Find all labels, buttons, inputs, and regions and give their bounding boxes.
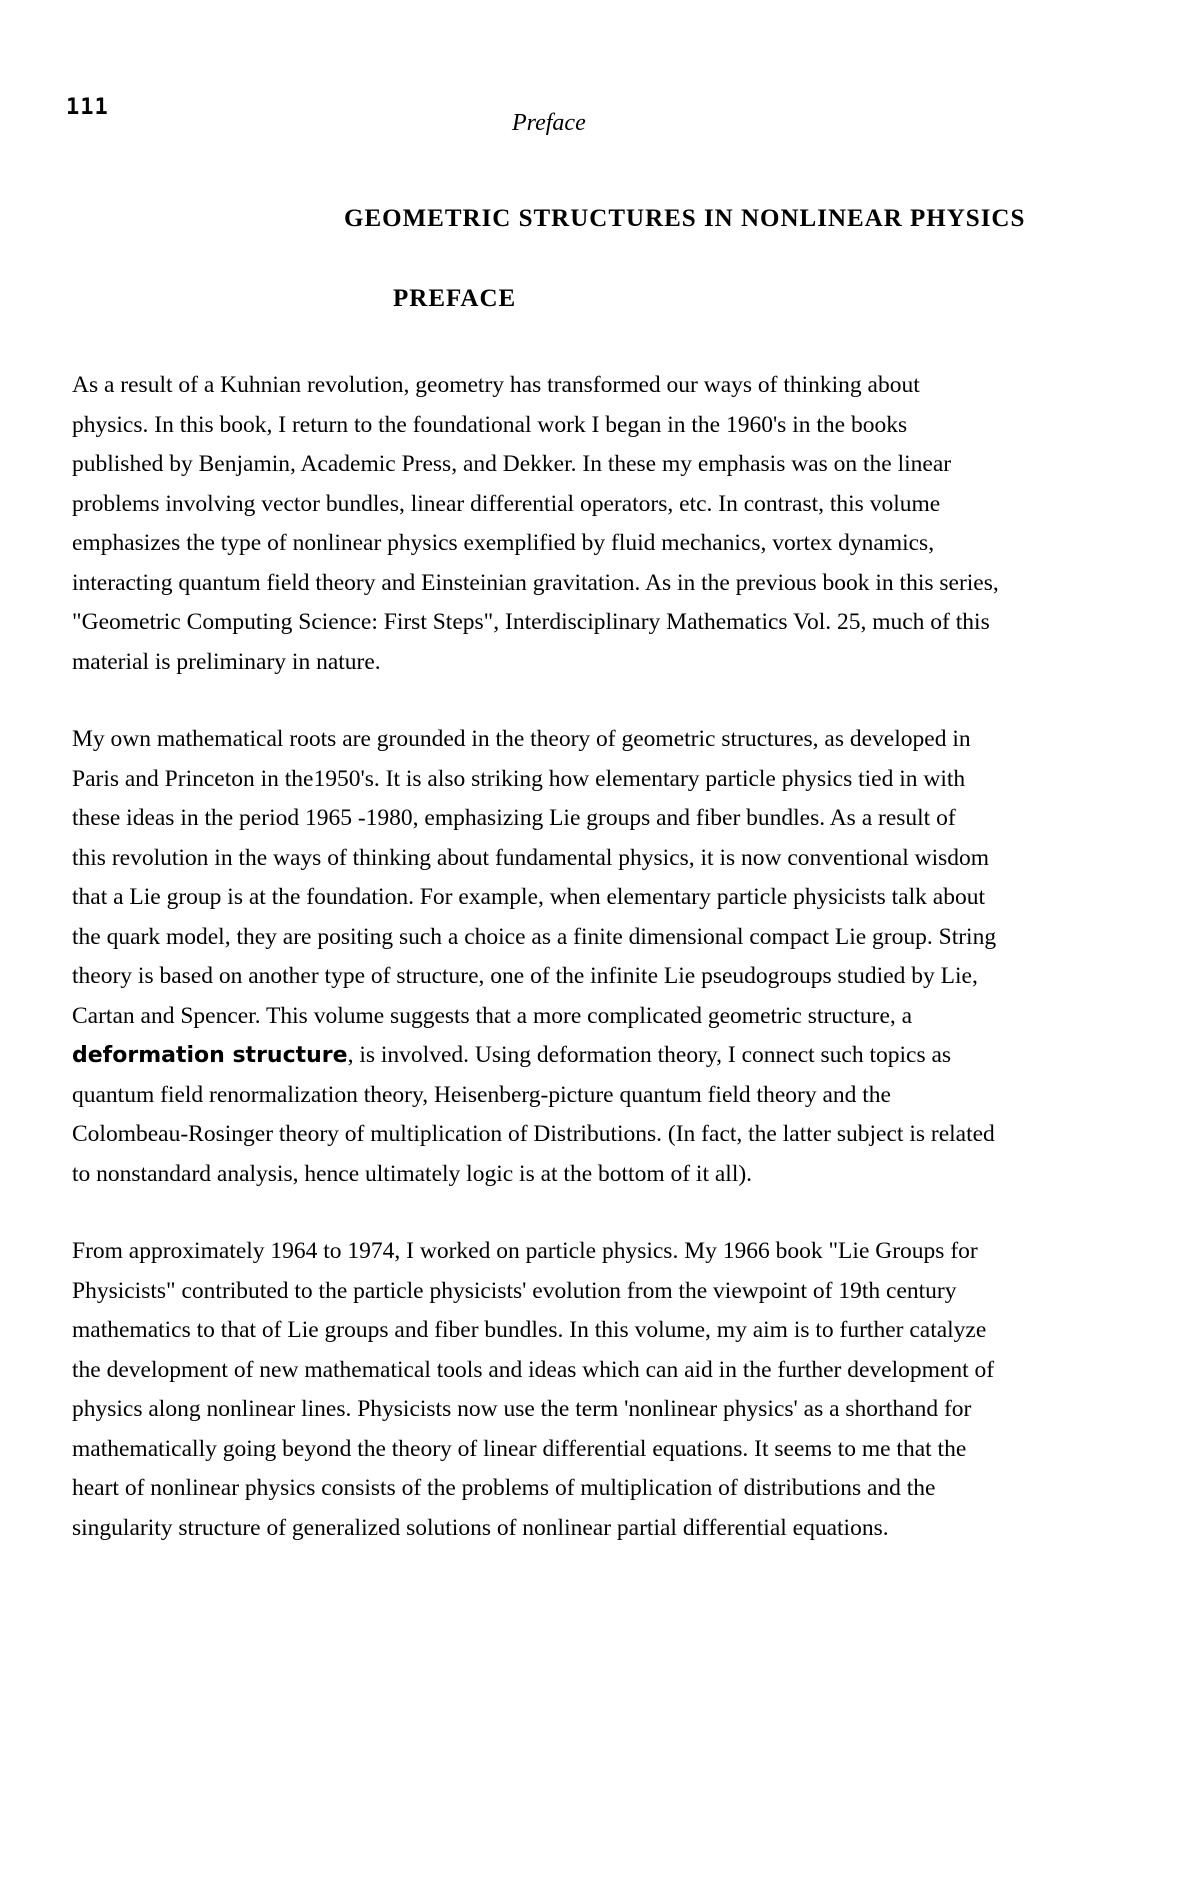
emphasis-line (72, 1036, 1132, 1076)
text-line: theory is based on another type of structure, one of the infinite Lie pseudogroups studied by Lie, (72, 963, 978, 989)
text-line: mathematically going beyond the theory of linear differential equations. It seems to me that the (72, 1435, 967, 1462)
text-line: emphasizes the type of nonlinear physics exemplified by fluid mechanics, vortex dynamics, (72, 530, 935, 556)
text-line: heart of nonlinear physics consists of the problems of multiplication of distributions and the (72, 1475, 936, 1501)
page-number: 111 (66, 95, 109, 120)
body-text (72, 366, 1132, 1586)
text-line: to nonstandard analysis, hence ultimately logic is at the bottom of it all). (72, 1160, 753, 1187)
text-line: physics. In this book, I return to the foundational work I began in the 1960's in the books (72, 411, 908, 438)
text-line: material is preliminary in nature. (72, 648, 381, 675)
text-line: Cartan and Spencer. This volume suggests that a more complicated geometric structure, a (72, 1002, 913, 1029)
text-line: the quark model, they are positing such a choice as a finite dimensional compact Lie group. String (72, 923, 997, 950)
text-line: interacting quantum field theory and Einsteinian gravitation. As in the previous book in this series, (72, 569, 999, 596)
text-line: this revolution in the ways of thinking about fundamental physics, it is now conventional wisdom (72, 844, 990, 871)
emphasis-line-rest: , is involved. Using deformation theory, I connect such topics as (347, 1042, 952, 1068)
paragraph-1 (72, 366, 1132, 682)
text-line: the development of new mathematical tools and ideas which can aid in the further development of (72, 1356, 995, 1383)
text-line: singularity structure of generalized solutions of nonlinear partial differential equations. (72, 1514, 889, 1541)
paragraph-3 (72, 1232, 1132, 1548)
text-line: As a result of a Kuhnian revolution, geometry has transformed our ways of thinking about (72, 372, 920, 398)
text-line: "Geometric Computing Science: First Steps", Interdisciplinary Mathematics Vol. 25, much of this (72, 609, 990, 635)
text-line: Colombeau-Rosinger theory of multiplication of Distributions. (In fact, the latter subject is related (72, 1121, 995, 1147)
paragraph-2 (72, 720, 1132, 1194)
running-head: Preface (512, 110, 586, 136)
text-line: quantum field renormalization theory, Heisenberg-picture quantum field theory and the (72, 1081, 891, 1108)
text-line: From approximately 1964 to 1974, I worked on particle physics. My 1966 book "Lie Groups for (72, 1238, 978, 1264)
text-line: My own mathematical roots are grounded in the theory of geometric structures, as developed in (72, 726, 971, 752)
section-title: PREFACE (393, 285, 517, 312)
text-line: these ideas in the period 1965 -1980, emphasizing Lie groups and fiber bundles. As a result of (72, 805, 956, 831)
text-line: mathematics to that of Lie groups and fiber bundles. In this volume, my aim is to further catalyze (72, 1317, 987, 1343)
text-line: problems involving vector bundles, linear differential operators, etc. In contrast, this volume (72, 490, 941, 517)
deformation-structure-term: deformation structure (72, 1043, 348, 1068)
book-title: GEOMETRIC STRUCTURES IN NONLINEAR PHYSICS (344, 205, 1026, 232)
text-line: physics along nonlinear lines. Physicists now use the term 'nonlinear physics' as a shorthand for (72, 1396, 972, 1422)
text-line: published by Benjamin, Academic Press, and Dekker. In these my emphasis was on the linear (72, 451, 952, 477)
text-line: Paris and Princeton in the1950's. It is also striking how elementary particle physics tied in with (72, 765, 966, 792)
text-line: Physicists" contributed to the particle physicists' evolution from the viewpoint of 19th century (72, 1277, 957, 1304)
text-line: that a Lie group is at the foundation. For example, when elementary particle physicists talk about (72, 884, 985, 910)
